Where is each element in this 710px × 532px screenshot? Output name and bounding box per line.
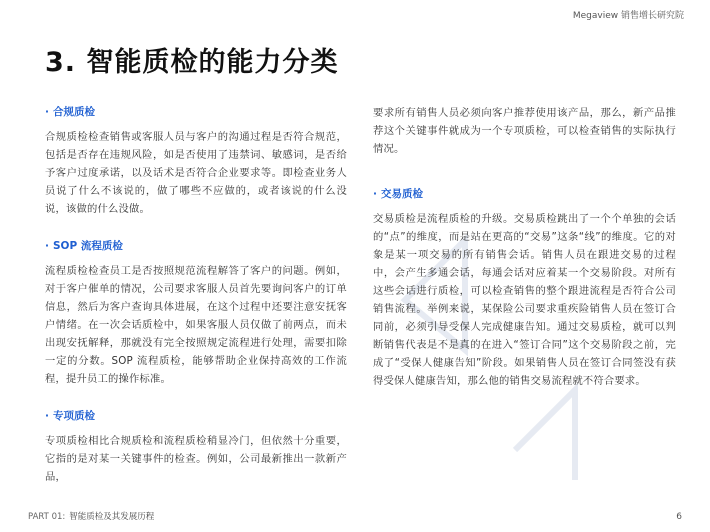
topic-heading: [45, 408, 347, 424]
bullet: ·: [45, 410, 49, 422]
footer-title: 智能质检及其发展历程: [69, 512, 155, 522]
page-title: 3. 智能质检的能力分类: [45, 47, 339, 78]
compliance-heading: [45, 104, 347, 120]
topic-body-right: 要求所有销售人员必须向客户推荐使用该产品，那么，新产品推荐这个关键事件就成为一个专项质检，可以检查销售的实际执行情况。: [373, 107, 676, 155]
left-column: [45, 104, 347, 486]
compliance-heading-text: 合规质检: [53, 106, 95, 118]
deal-heading-text: 交易质检: [381, 188, 423, 200]
bullet: ·: [45, 240, 49, 252]
sop-body: 流程质检检查员工是否按照规范流程解答了客户的问题。例如，对于客户催单的情况，公司要求客服人员首先要询问客户的订单信息，然后为客户查询具体进展，在这个过程中还要注意安抚客户情绪。在一次会话质检中，如果客服人员仅做了前两点，而未出现安抚解释，那就没有完全按照规定流程进行处理，需要扣除一定的分数。SOP 流程质检，能够帮助企业保持高效的工作流程，提升员工的操作标准。: [45, 265, 347, 385]
page-number: 6: [676, 512, 682, 522]
topic-body-left: 专项质检相比合规质检和流程质检稍显冷门，但依然十分重要，它指的是对某一关键事件的检查。例如，公司最新推出一款新产品，: [45, 435, 347, 483]
deal-heading: [373, 186, 676, 202]
footer-part: PART 01:: [28, 512, 66, 522]
topic-heading-text: 专项质检: [53, 410, 95, 422]
compliance-body: 合规质检检查销售或客服人员与客户的沟通过程是否符合规范，包括是否存在违规风险，如是否使用了违禁词、敏感词，是否给予客户过度承诺，以及话术是否符合企业要求等。即检查业务人员说了什么不该说的，做了哪些不应做的，或者该说的什么没说，该做的什么没做。: [45, 131, 347, 215]
right-column: [373, 104, 676, 390]
deal-body: 交易质检是流程质检的升级。交易质检跳出了一个个单独的会话的“点”的维度，而是站在更高的“交易”这条“线”的维度。它的对象是某一项交易的所有销售会话。销售人员在跟进交易的过程中，会产生多通会话，每通会话对应着某一个交易阶段。对所有这些会话进行质检，可以检查销售的整个跟进流程是否符合公司销售流程。举例来说，某保险公司要求重疾险销售人员在签订合同前，必须引导受保人完成健康告知。通过交易质检，就可以判断销售代表是不是真的在进入“签订合同”这个交易阶段之前，完成了“受保人健康告知”阶段。如果销售人员在签订合同签没有获得受保人健康告知，那么他的销售交易流程就不符合要求。: [373, 213, 676, 387]
footer-section: [28, 510, 154, 522]
header-brand: Megaview 销售增长研究院: [572, 11, 684, 21]
bullet: ·: [373, 188, 377, 200]
sop-heading: [45, 238, 347, 254]
sop-heading-text: SOP 流程质检: [53, 240, 123, 252]
bullet: ·: [45, 106, 49, 118]
